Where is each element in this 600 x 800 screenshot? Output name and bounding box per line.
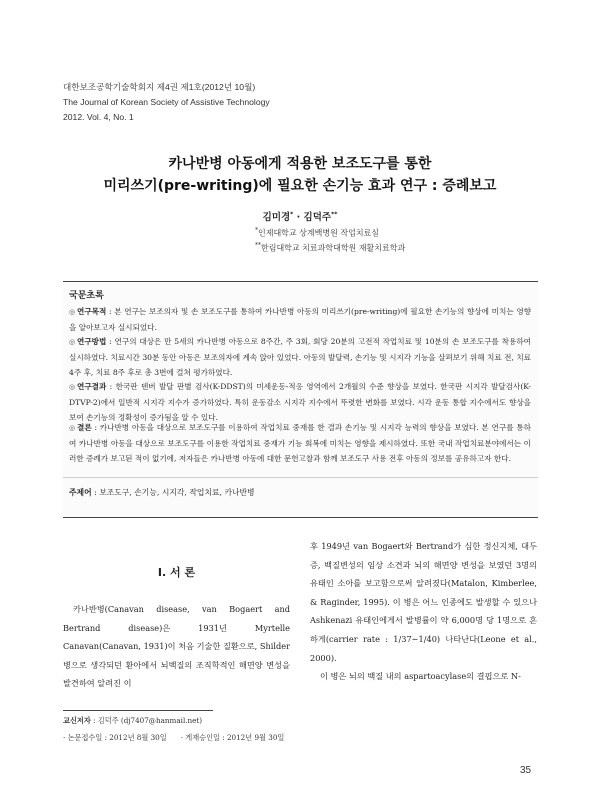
title-line-1: 카나반병 아동에게 적용한 보조도구를 통한	[168, 156, 432, 172]
intro-right-paragraph-1: 후 1949년 van Bogaert와 Bertrand가 심한 정신지체, 대두증, 백질변성의 임상 소견과 뇌의 해면양 변성을 보였던 3명의 유태인 소아를 보고함으로써 알려졌다(Matalon, Kimberlee, & Raginder, 1995). 이 병은 어느 인종에도 발생할 수 있으나 Ashkenazi 유태인에게서 발병률이 약 6,000명 당 1명으로 흔하게(carrier rate : 1/37∼1/40) 나타난다(Leone et al., 2000).	[310, 541, 537, 663]
abstract-conclusion-text: : 카나반병 아동을 대상으로 보조도구를 이용하여 작업치료 중재를 한 결과 손기능 및 시지각 능력의 향상을 보였다. 본 연구를 통하여 카나반병 아동을 대상으로 보조도구를 이용한 작업치료 중재가 기능 회복에 미치는 영향을 제시하였다. 또한 국내 작업치료분야에서는 이러한 증례가 보고된 적이 없기에, 저자들은 카나반병 아동에 대한 문헌고찰과 함께 보조도구 사용 전후 아동의 정보를 공유하고자 한다.	[69, 423, 531, 463]
author-2-mark: **	[331, 210, 338, 218]
affiliation-1	[255, 227, 379, 239]
affiliation-1-text: 인제대학교 상계백병원 작업치료실	[258, 228, 380, 238]
intro-left-text: 카나반병(Canavan disease, van Bogaert and Bertrand disease)은 1931년 Myrtelle Canavan(Canavan, 1931)이 처음 기술한 질환으로, Shilder병으로 생각되던 환아에서 뇌백질의 조직학적인 해면양 변성을 발견하여 알려진 이	[63, 604, 290, 689]
affiliation-2-text: 한림대학교 치료과학대학원 재활치료학과	[261, 243, 406, 253]
abstract-conclusion-label: 결론	[77, 423, 92, 432]
corresponding-author	[63, 716, 202, 726]
keywords-label: 주제어	[69, 488, 92, 497]
abstract-heading: 국문초록	[69, 291, 104, 301]
abstract-results-text: : 한국판 덴버 발달 판별 검사(K-DDST)의 미세운동-적응 영역에서 2개월의 수준 향상을 보였다. 한국판 시지각 발달검사(K-DTVP-2)에서 일반적 시지각 지수가 증가하였다. 특히 운동감소 시지각 지수에서 뚜렷한 변화를 보였다. 시각 운동 통합 지수에서도 향상을 보여 손기능의 정확성이 증가됨을 알 수 있다.	[69, 382, 531, 422]
author-1: 김미경	[262, 212, 291, 223]
journal-korean-title: 대한보조공학기술학회지 제4권 제1호(2012년 10월)	[63, 82, 256, 92]
intro-right-paragraph-2-text: 이 병은 뇌의 백질 내의 aspartoacylase의 결핍으로 N-	[320, 671, 521, 682]
received-date: · 논문접수일 : 2012년 8월 30일	[63, 733, 167, 742]
authors	[40, 209, 560, 223]
keywords-divider	[63, 477, 538, 478]
affiliation-2	[255, 242, 405, 254]
intro-left-column	[63, 600, 290, 693]
author-1-mark: *	[290, 210, 294, 218]
abstract-results-label: 연구결과	[77, 382, 107, 391]
affiliation-1-mark: *	[255, 227, 258, 234]
abstract-methods-text: : 연구의 대상은 만 5세의 카나반병 아동으로 8주간, 주 3회, 회당 20분의 고전적 작업치료 및 10분의 손 보조도구를 착용하여 실시하였다. 치료시간 30분 동안 아동은 보조의자에 계속 앉아 있었다. 아동의 발달력, 손기능 및 시지각 기능을 살펴보기 위해 치료 전, 치료 4주 후, 치료 8주 후로 총 3번에 걸쳐 평가하였다.	[69, 337, 531, 377]
abstract-purpose-label: 연구목적	[77, 307, 107, 316]
affiliation-2-mark: **	[255, 242, 261, 249]
accepted-date: · 게재승인일 : 2012년 9월 30일	[180, 733, 285, 742]
keywords-text: : 보조도구, 손기능, 시지각, 작업치료, 카나반병	[91, 488, 255, 497]
page-number: 35	[520, 765, 532, 776]
abstract-box	[63, 281, 538, 518]
abstract-purpose	[69, 304, 531, 335]
keywords	[69, 487, 255, 498]
intro-right-paragraph-2	[310, 667, 537, 686]
abstract-methods	[69, 334, 531, 380]
journal-volume: 2012. Vol. 4, No. 1	[63, 112, 134, 122]
corresponding-author-label: 교신저자	[63, 716, 91, 725]
submission-dates	[63, 733, 284, 743]
bullet-icon: ◎	[69, 424, 76, 432]
journal-header	[63, 80, 270, 125]
abstract-conclusion	[69, 420, 531, 466]
author-separator: ·	[293, 212, 304, 223]
journal-english-title: The Journal of Korean Society of Assistive Technology	[63, 97, 270, 107]
corresponding-author-text: : 김덕주 (dj7407@hanmail.net)	[90, 716, 203, 725]
bullet-icon: ◎	[69, 383, 76, 391]
abstract-purpose-text: : 본 연구는 보조의자 및 손 보조도구를 통하여 카나반병 아동의 미리쓰기(pre-writing)에 필요한 손기능의 향상에 미치는 영향을 알아보고자 실시되었다.	[69, 307, 531, 332]
bullet-icon: ◎	[69, 308, 76, 316]
abstract-results	[69, 379, 531, 425]
author-2: 김덕주	[303, 212, 332, 223]
title-line-2: 미리쓰기(pre-writing)에 필요한 손기능 효과 연구 : 증례보고	[103, 178, 497, 194]
paper-title	[40, 153, 560, 197]
bullet-icon: ◎	[69, 338, 76, 346]
intro-right-column	[310, 537, 537, 686]
intro-heading: I. 서 론	[157, 566, 196, 579]
footnote-divider	[63, 710, 213, 711]
abstract-methods-label: 연구방법	[77, 337, 107, 346]
